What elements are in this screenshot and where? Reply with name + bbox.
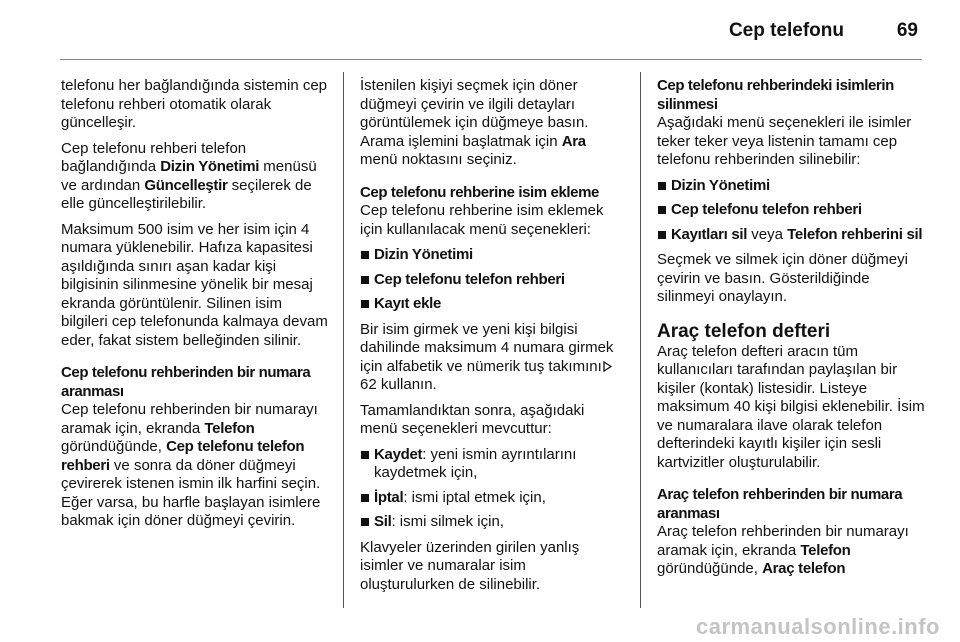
text: kullanın. [376,376,437,393]
paragraph: Tamamlandıktan sonra, aşağıdaki menü seçenekleri mevcuttur: [360,401,585,437]
paragraph: Aşağıdaki menü seçenekleri ile isimler teker teker veya listenin tamamı cep telefonu rehberinden silinebilir: [657,114,912,168]
paragraph: Araç telefon defteri aracın tüm kullanıcıları tarafından paylaşılan bir kişiler (kontak) listesidir. Listeye maksimum 40 kişi bilgisi eklenebilir. İsim ve numaralara ilave olarak telefon defterindeki kayıtlı kişiler için sesli kartvizitler oluşturulabilir. [657,342,925,471]
paragraph: Seçmek ve silmek için döner düğmeyi çevirin ve basın. Gösterildiğinde silinmeyi onaylayın. [657,251,908,305]
paragraph: telefonu her bağlandığında sistemin cep telefonu rehberi otomatik olarak güncelleşir. [61,77,328,131]
paragraph: Klavyeler üzerinden girilen yanlış isimler ve numaralar isim oluşturulurken de silinebilir. [360,538,580,593]
paragraph [360,321,624,395]
menu-term: Dizin Yönetimi [374,246,473,263]
menu-term: Sil [374,513,392,530]
text: Araç telefon rehberinden bir numarayı aramak için, ekranda [657,523,909,559]
paragraph [61,401,329,531]
menu-term: Kayıt ekle [374,295,442,312]
paragraph: Maksimum 500 isim ve her isim için 4 numara yüklenebilir. Hafıza kapasitesi aşıldığında sınırı aşan kadar kişi bilgisinin silinmesine yönelik bir mesaj ekranda görüntülenir. Silinen isim bilgileri cep telefonunda kalmaya devam eder, fakat sistem belleğinden silinir. [61,220,328,349]
menu-term: Dizin Yönetimi [671,176,770,194]
watermark: carmanualsonline.info [696,614,940,639]
menu-term: Dizin Yönetimi [160,158,260,175]
menu-term: Cep telefonu telefon rehberi [61,438,305,474]
menu-term: Telefon [204,419,255,437]
section-title: Araç telefon defteri [657,320,831,342]
bullet-icon [658,182,666,190]
list-item [360,513,624,532]
page-reference: 62 [360,376,377,393]
text: : ismi silmek için, [391,513,504,530]
menu-term: İptal [374,488,404,506]
column-2 [360,77,624,601]
column-divider-2 [640,72,641,608]
list-item [657,226,925,245]
menu-term: Araç telefon [762,560,846,577]
menu-term: Telefon [800,541,851,559]
section-heading: Cep telefonu rehberine isim ekleme [360,183,599,201]
bullet-icon [658,206,666,214]
menu-list [360,246,624,314]
bullet-icon [361,451,369,459]
text: ve sonra da döner düğmeyi çevirerek istenen ismin ilk harfini seçin. Eğer varsa, bu harfle başlayan isimlere bakmak için döner düğmeyi çevirin. [61,456,321,529]
paragraph [657,523,925,579]
menu-term: Güncelleştir [144,176,228,194]
text: : yeni ismin ayrıntılarını kaydetmek için, [374,445,577,481]
text: İstenilen kişiyi seçmek için döner düğmeyi çevirin ve ilgili detayları görüntülemek için düğmeye basın. Arama işlemini başlatmak için [360,77,589,150]
section-heading: Cep telefonu rehberindeki isimlerin silinmesi [657,77,894,113]
paragraph: Cep telefonu rehberine isim eklemek için kullanılacak menü seçenekleri: [360,202,604,238]
bullet-icon [361,494,369,502]
text: Cep telefonu rehberinden bir numarayı aramak için, ekranda [61,401,318,437]
menu-term: Telefon rehberini sil [787,225,923,243]
menu-term: Ara [561,132,586,150]
list-item [360,489,624,508]
text: Bir isim girmek ve yeni kişi bilgisi dahilinde maksimum 4 numara girmek için alfabetik ve nümerik tuş takımını [360,320,614,375]
text: göründüğünde, [657,560,763,577]
text: menü noktasını seçiniz. [360,151,517,168]
bullet-icon [361,251,369,259]
header-title: Cep telefonu [728,20,844,41]
header-rule [60,59,922,60]
section-heading: Araç telefon rehberinden bir numara aranması [657,486,903,522]
list-item [657,177,925,196]
paragraph [61,140,329,214]
menu-term: Kaydet [374,445,423,463]
page-number: 69 [896,20,918,41]
page-reference-arrow-icon [603,361,613,372]
list-item [657,201,925,220]
bullet-icon [658,231,666,239]
text: veya [747,225,788,243]
column-1 [61,77,329,538]
text: göründüğünde, [61,438,167,455]
list-item [360,246,624,265]
menu-list [657,177,925,245]
paragraph [360,77,624,170]
bullet-icon [361,518,369,526]
list-item [360,446,624,483]
list-item [360,295,624,314]
text: seçilerek de elle güncelleştirilebilir. [61,176,312,212]
menu-term: Cep telefonu telefon rehberi [671,201,862,218]
text: Cep telefonu rehberi telefon bağlandığında [61,139,247,175]
list-item [360,271,624,290]
text: : ismi iptal etmek için, [403,488,546,506]
column-divider-1 [343,72,344,608]
column-3 [657,77,925,586]
text: menüsü ve ardından [61,158,317,194]
option-list [360,446,624,532]
bullet-icon [361,276,369,284]
page-header [0,0,960,60]
section-heading: Cep telefonu rehberinden bir numara aranması [61,364,311,400]
bullet-icon [361,300,369,308]
menu-term: Kayıtları sil [671,225,748,243]
menu-term: Cep telefonu telefon rehberi [374,270,565,288]
